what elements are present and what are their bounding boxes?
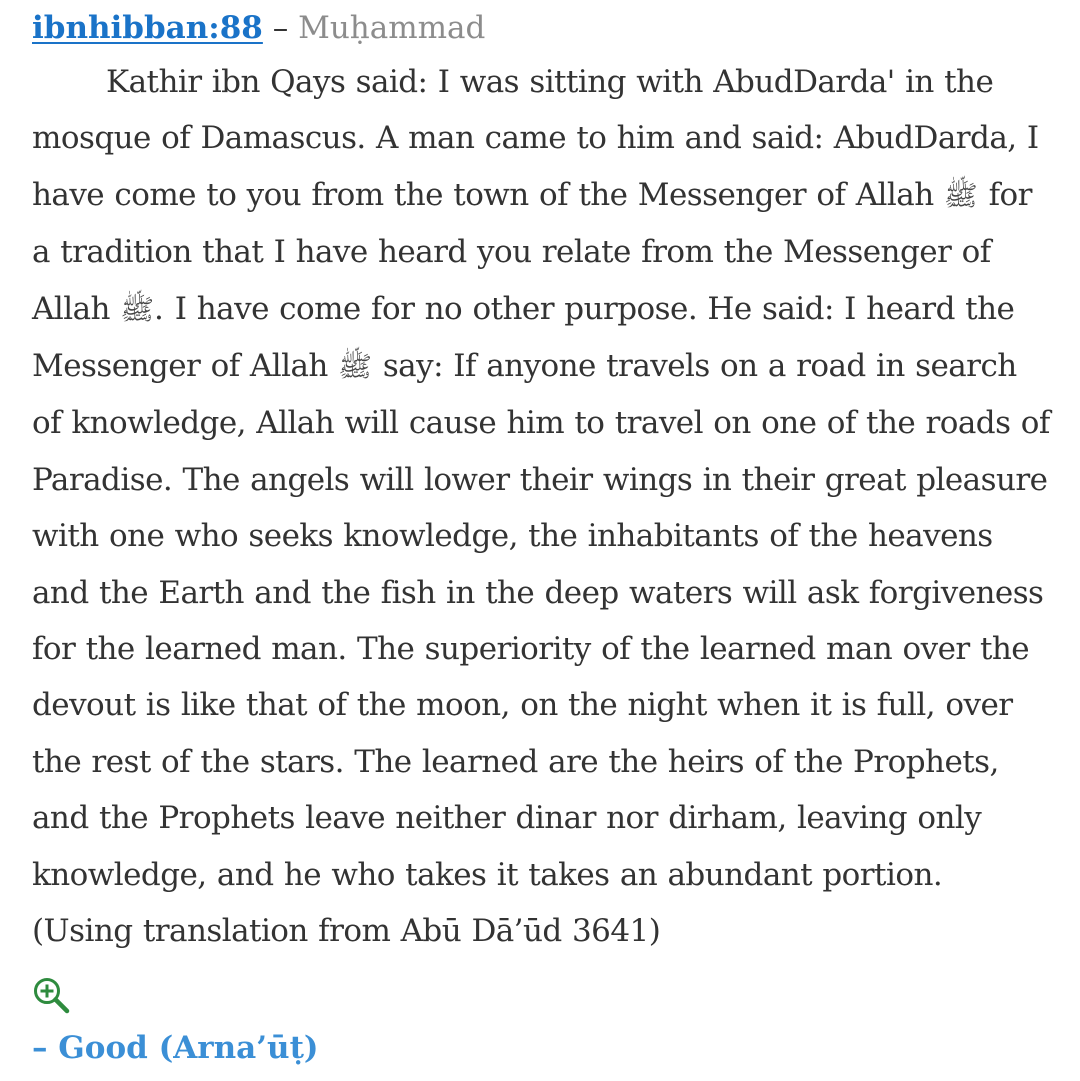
hadith-card — [32, 6, 1052, 1070]
hadith-grade: – Good (Arna’ūṭ) — [32, 1029, 319, 1066]
salutation-glyph: ﷺ — [943, 178, 978, 212]
salutation-glyph: ﷺ — [338, 350, 372, 384]
narrator-name: Muḥammad — [298, 10, 486, 46]
salutation-glyph: ﷺ — [120, 292, 155, 326]
zoom-in-icon[interactable] — [32, 976, 72, 1016]
hadith-text-part: Kathir ibn Qays said: I was sitting with AbudDarda' in the mosque of Damascus. A man came to him and said: AbudDarda, I have come to you from the town of the Messenger of Allah — [32, 64, 1039, 213]
hadith-text — [32, 54, 1052, 960]
hadith-text-part: . I have come for no other purpose. He said: I heard the Messenger of Allah — [32, 290, 1015, 385]
hadith-header — [32, 6, 1052, 50]
hadith-text-part: say: If anyone travels on a road in search of knowledge, Allah will cause him to travel on one of the roads of Paradise. The angels will lower their wings in their great pleasure with one who seeks knowledge, the inhabitants of the heavens and the Earth and the fish in the deep waters will ask forgiveness for the learned man. The superiority of the learned man over the devout is like that of the moon, on the night when it is full, over the rest of the stars. The learned are the heirs of the Prophets, and the Prophets leave neither dinar nor dirham, leaving only knowledge, and he who takes it takes an abundant portion. (Using translation from Abū Dā’ūd 3641) — [32, 348, 1050, 950]
hadith-reference-link[interactable]: ibnhibban:88 — [32, 10, 263, 46]
hadith-text-part: for a tradition that I have heard you relate from the Messenger of Allah — [32, 176, 1032, 327]
header-separator: – — [272, 10, 289, 46]
